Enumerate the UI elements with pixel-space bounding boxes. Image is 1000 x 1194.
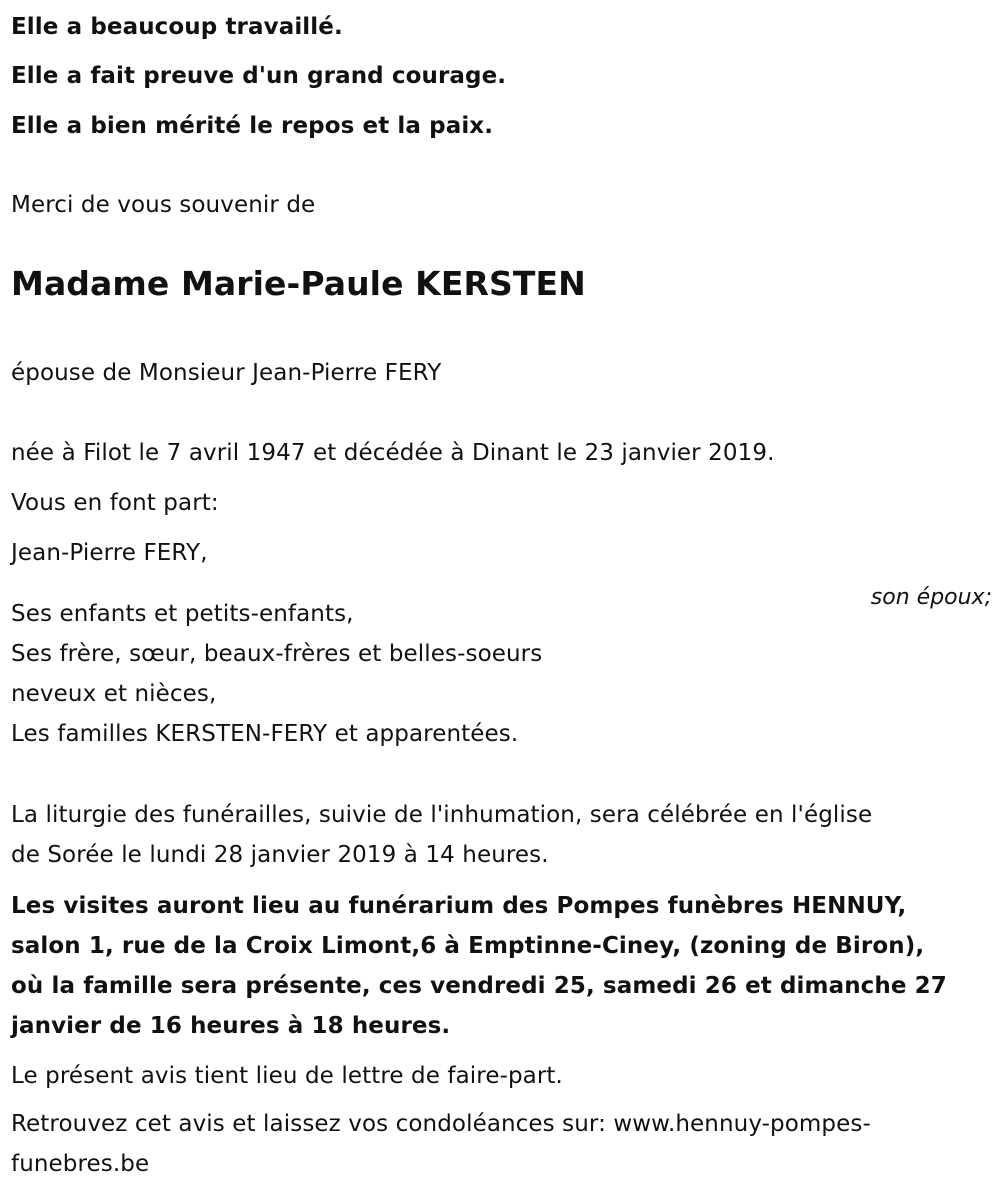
family-line-4: Les familles KERSTEN-FERY et apparentées. [11, 721, 519, 747]
announce-line: Vous en font part: [11, 490, 219, 516]
intro-line-1: Elle a beaucoup travaillé. [11, 14, 343, 40]
spouse-line: épouse de Monsieur Jean-Pierre FERY [11, 360, 442, 386]
intro-line-2: Elle a fait preuve d'un grand courage. [11, 63, 507, 89]
remember-line: Merci de vous souvenir de [11, 192, 316, 218]
intro-line-3: Elle a bien mérité le repos et la paix. [11, 113, 494, 139]
liturgy-line-2: de Sorée le lundi 28 janvier 2019 à 14 heures. [11, 842, 549, 868]
liturgy-line-1: La liturgie des funérailles, suivie de l'inhumation, sera célébrée en l'église [11, 802, 873, 828]
visits-line-3: où la famille sera présente, ces vendredi 25, samedi 26 et dimanche 27 [11, 973, 947, 999]
visits-line-1: Les visites auront lieu au funérarium des Pompes funèbres HENNUY, [11, 893, 907, 919]
family-line-1: Ses enfants et petits-enfants, [11, 601, 354, 627]
husband-name: Jean-Pierre FERY, [11, 540, 208, 566]
website-line-2: funebres.be [11, 1151, 150, 1177]
website-line-1: Retrouvez cet avis et laissez vos condoléances sur: www.hennuy-pompes- [11, 1111, 871, 1137]
birth-death-line: née à Filot le 7 avril 1947 et décédée à Dinant le 23 janvier 2019. [11, 440, 775, 466]
family-line-2: Ses frère, sœur, beaux-frères et belles-soeurs [11, 641, 543, 667]
deceased-name: Madame Marie-Paule KERSTEN [11, 264, 586, 303]
husband-role: son époux; [870, 585, 992, 610]
visits-line-2: salon 1, rue de la Croix Limont,6 à Emptinne-Ciney, (zoning de Biron), [11, 933, 925, 959]
visits-line-4: janvier de 16 heures à 18 heures. [11, 1013, 451, 1039]
notice-line: Le présent avis tient lieu de lettre de faire-part. [11, 1063, 563, 1089]
family-line-3: neveux et nièces, [11, 681, 217, 707]
